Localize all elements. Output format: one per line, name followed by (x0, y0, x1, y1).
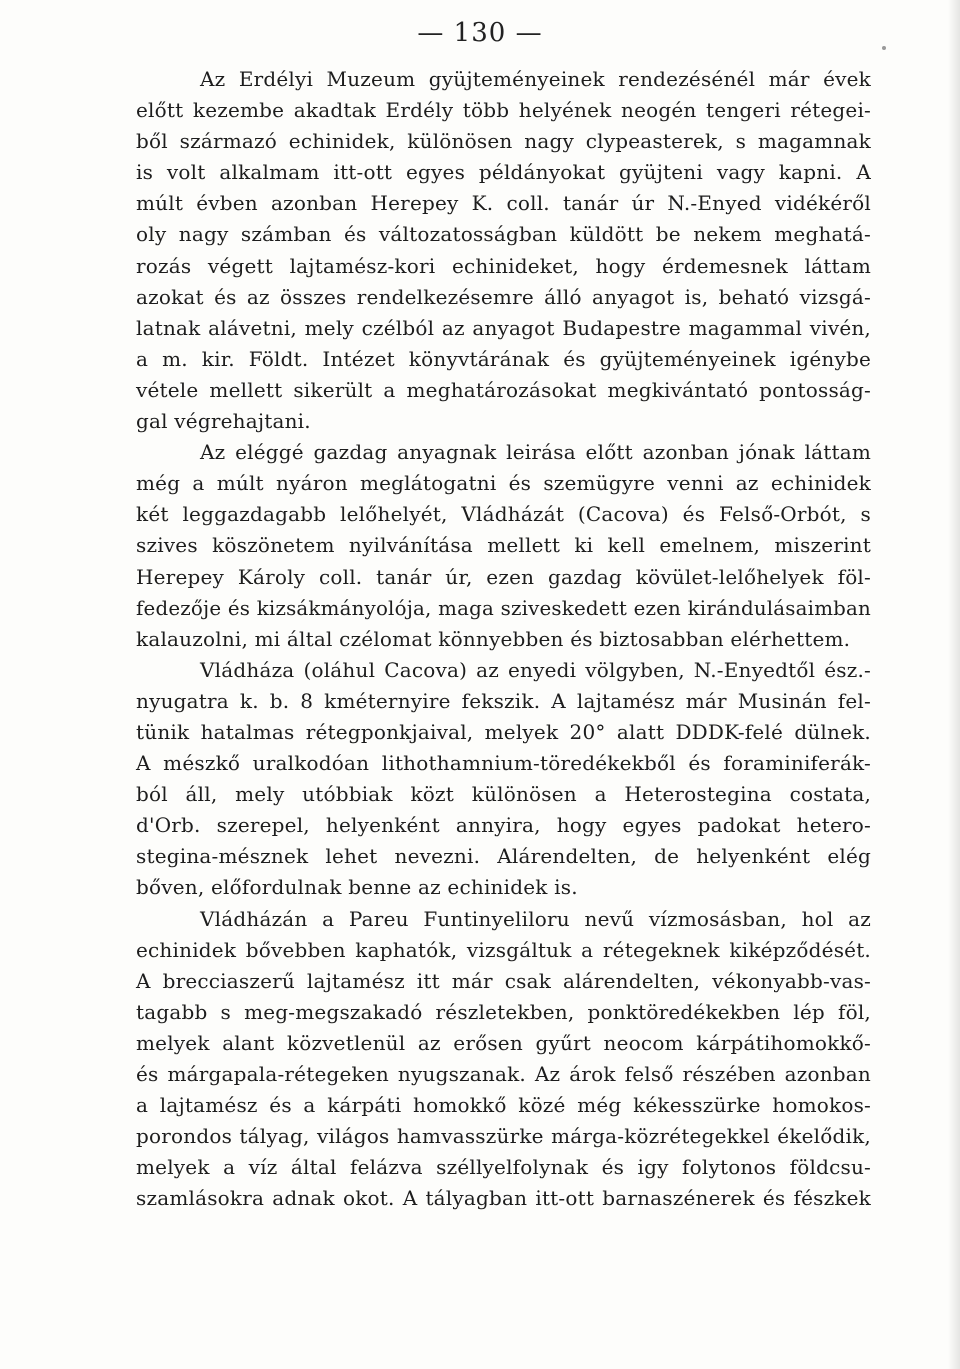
text-line: szives köszönetem nyilvánítása mellett ki kell emelnem, miszerint (136, 533, 871, 558)
text-line: ből származó echinidek, különösen nagy clypeasterek, s magamnak (136, 129, 871, 154)
text-line: Herepey Károly coll. tanár úr, ezen gazdag kövület-lelőhelyek föl- (136, 564, 871, 589)
text-line: rozás végett lajtamész-kori echinideket, hogy érdemesnek láttam (136, 253, 871, 278)
text-line: Az eléggé gazdag anyagnak leirása előtt azonban jónak láttam (200, 440, 871, 465)
text-line: melyek alant közvetlenül az erősen gyűrt neocom kárpátihomokkő- (136, 1030, 871, 1055)
text-line: szamlásokra adnak okot. A tályagban itt-ott barnaszénerek és fészkek (136, 1186, 871, 1211)
text-line: és márgapala-rétegeken nyugszanak. Az árok felső részében azonban (136, 1062, 871, 1086)
text-line: vétele mellett sikerült a meghatározásokat megkivántató pontosság- (136, 377, 871, 402)
text-line: nyugatra k. b. 8 kméternyire fekszik. A lajtamész már Musinán fel- (136, 688, 871, 713)
text-line: A brecciaszerű lajtamész itt már csak alárendelten, vékonyabb-vas- (136, 968, 871, 993)
text-line: Az Erdélyi Muzeum gyüjteményeinek rendezésénél már évek (200, 67, 871, 91)
text-line: azokat és az összes rendelkezésemre álló anyagot is, beható vizsgá- (136, 284, 871, 309)
text-line: két leggazdagabb lelőhelyét, Vládházát (Cacova) és Felső-Orbót, s (136, 502, 871, 527)
text-line: Vládháza (oláhul Cacova) az enyedi völgyben, N.-Enyedtől ész.- (200, 657, 871, 682)
page-edge-shadow (948, 0, 960, 1369)
text-line: is volt alkalmam itt-ott egyes példányokat gyüjteni vagy kapni. A (136, 160, 871, 185)
text-line: porondos tályag, világos hamvasszürke márga-közrétegekkel ékelődik, (136, 1124, 871, 1149)
text-line: d'Orb. szerepel, helyenként annyira, hogy egyes padokat hetero- (136, 813, 871, 838)
text-line: Vládházán a Pareu Funtinyeliloru nevű vízmosásban, hol az (200, 906, 871, 931)
text-line: a m. kir. Földt. Intézet könyvtárának és gyüjteményeinek igénybe (136, 346, 871, 371)
text-line: gal végrehajtani. (136, 409, 311, 434)
text-line: oly nagy számban és változatosságban küldött be nekem meghatá- (136, 222, 871, 247)
text-line: bőven, előfordulnak benne az echinidek is. (136, 875, 578, 900)
text-line: echinidek bővebben kaphatók, vizsgáltuk a rétegeknek kiképződését. (136, 937, 871, 962)
text-line: latnak alávetni, mely czélból az anyagot Budapestre magammal vivén, (136, 315, 871, 340)
body-text (136, 64, 871, 1214)
scan-speck (882, 46, 886, 50)
text-line: tagabb s meg-megszakadó részletekben, ponktöredékekben lép föl, (136, 999, 871, 1024)
text-line: kalauzolni, mi által czélomat könnyebben és biztosabban elérhettem. (136, 626, 851, 651)
text-line: tünik hatalmas rétegponkjaival, melyek 20° alatt DDDK-felé dülnek. (136, 719, 871, 744)
text-line: múlt évben azonban Herepey K. coll. tanár úr N.-Enyed vidékéről (136, 191, 871, 216)
text-line: melyek a víz által felázva széllyelfolynak és igy folytonos földcsu- (136, 1155, 871, 1180)
text-line: még a múlt nyáron meglátogatni és szemügyre venni az echinidek (136, 471, 871, 496)
text-line: a lajtamész és a kárpáti homokkő közé még kékesszürke homokos- (136, 1093, 871, 1118)
text-line: előtt kezembe akadtak Erdély több helyének neogén tengeri rétegei- (136, 98, 871, 123)
text-line: ból áll, mely utóbbiak közt különösen a Heterostegina costata, (136, 782, 871, 807)
text-line: A mészkő uralkodóan lithothamnium-töredékekből és foraminiferák- (136, 751, 871, 776)
text-line: fedezője és kizsákmányolója, maga sziveskedett ezen kirándulásaimban (136, 596, 871, 620)
page-number: — 130 — (417, 18, 543, 48)
text-line: stegina-mésznek lehet nevezni. Alárendelten, de helyenként elég (136, 844, 871, 869)
